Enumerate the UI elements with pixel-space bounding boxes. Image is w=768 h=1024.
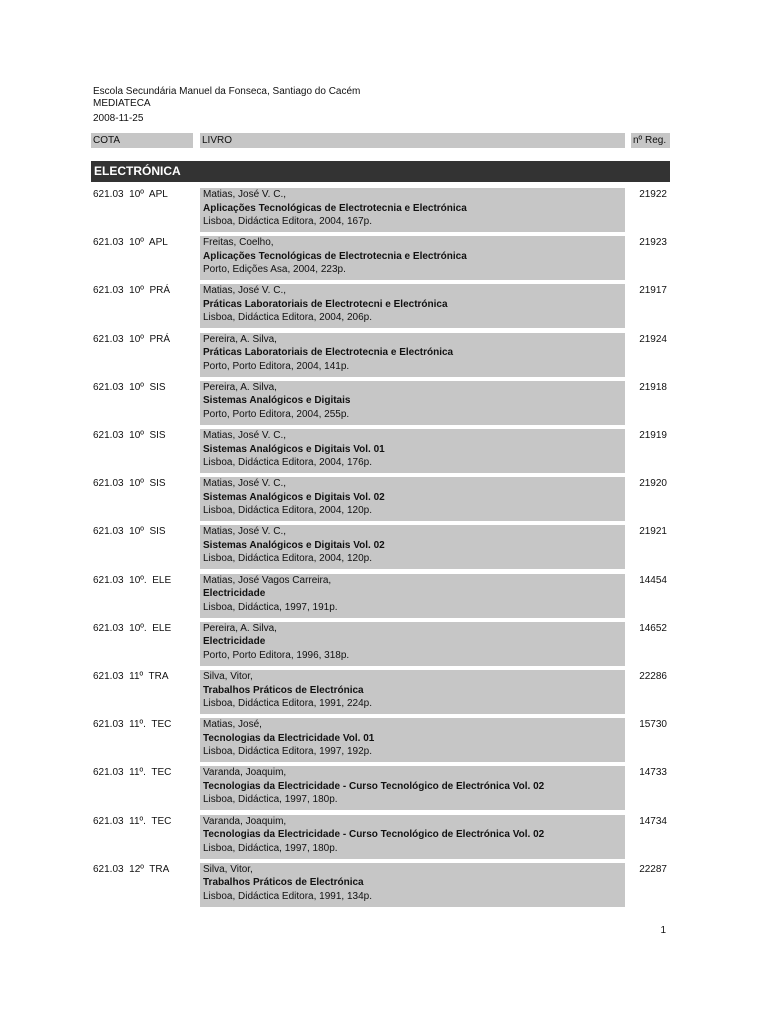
entry-book	[200, 718, 625, 762]
entry-book	[200, 815, 625, 859]
entry-cota: 621.03 10º SIS	[93, 381, 166, 393]
entry-reg-number: 21919	[639, 430, 667, 441]
entry-reg-number: 22286	[639, 671, 667, 682]
column-header-reg: nº Reg.	[631, 133, 670, 148]
entry-title: Tecnologias da Electricidade - Curso Tecnológico de Electrónica Vol. 02	[203, 780, 545, 792]
entry-cota: 621.03 10º. ELE	[93, 622, 172, 634]
school-name: Escola Secundária Manuel da Fonseca, Santiago do Cacém	[93, 86, 361, 97]
entry-reg-number: 21921	[639, 526, 667, 538]
entry-publication: Porto, Edições Asa, 2004, 223p.	[203, 264, 346, 276]
entry-cota: 621.03 12º TRA	[93, 863, 170, 875]
entry-author: Freitas, Coelho,	[203, 237, 274, 249]
entry-cota: 621.03 10º PRÁ	[93, 333, 171, 345]
catalog-entry	[0, 284, 768, 328]
catalog-entry	[0, 429, 768, 473]
entry-book	[200, 622, 625, 666]
entry-author: Matias, José V. C.,	[203, 285, 286, 297]
entry-publication: Porto, Porto Editora, 2004, 255p.	[203, 408, 350, 420]
page-number: 1	[660, 925, 666, 936]
entry-publication: Lisboa, Didáctica, 1997, 180p.	[203, 794, 338, 806]
entry-cota: 621.03 10º SIS	[93, 526, 166, 538]
entry-reg-number: 21920	[639, 478, 667, 490]
entry-reg-number: 22287	[639, 863, 667, 875]
entry-book	[200, 670, 625, 714]
catalog-entry	[0, 188, 768, 232]
report-date: 2008-11-25	[93, 113, 144, 124]
entry-publication: Lisboa, Didáctica, 1997, 180p.	[203, 842, 338, 854]
entry-publication: Lisboa, Didáctica Editora, 2004, 176p.	[203, 457, 372, 468]
catalog-entry	[0, 815, 768, 859]
entry-reg-number: 21917	[639, 285, 667, 297]
entry-cota: 621.03 11º. TEC	[93, 815, 172, 827]
entry-author: Matias, José V. C.,	[203, 526, 286, 538]
entry-reg-number: 21924	[639, 333, 667, 345]
entry-book	[200, 333, 625, 377]
catalog-entry	[0, 670, 768, 714]
entry-publication: Porto, Porto Editora, 2004, 141p.	[203, 360, 350, 372]
entry-cota: 621.03 11º. TEC	[93, 719, 172, 731]
entry-cota: 621.03 11º. TEC	[93, 767, 172, 779]
entry-cota: 621.03 11º TRA	[93, 671, 169, 682]
entry-title: Tecnologias da Electricidade Vol. 01	[203, 732, 375, 744]
entry-title: Aplicações Tecnológicas de Electrotecnia e Electrónica	[203, 202, 467, 214]
entry-author: Pereira, A. Silva,	[203, 381, 277, 393]
catalog-entry	[0, 525, 768, 569]
entry-book	[200, 766, 625, 810]
catalog-entry	[0, 333, 768, 377]
catalog-entry	[0, 381, 768, 425]
entry-title: Aplicações Tecnológicas de Electrotecnia e Electrónica	[203, 250, 467, 262]
entry-book	[200, 188, 625, 232]
catalog-entry	[0, 766, 768, 810]
entry-title: Electricidade	[203, 588, 266, 600]
entry-book	[200, 284, 625, 328]
entry-author: Matias, José V. C.,	[203, 478, 286, 490]
entry-title: Electricidade	[203, 636, 266, 648]
entry-book	[200, 429, 625, 473]
entry-publication: Lisboa, Didáctica Editora, 1991, 224p.	[203, 698, 372, 709]
entry-title: Sistemas Analógicos e Digitais Vol. 02	[203, 491, 385, 503]
entry-author: Silva, Vitor,	[203, 863, 253, 875]
catalog-entry	[0, 863, 768, 907]
entry-author: Pereira, A. Silva,	[203, 333, 277, 345]
catalog-entry	[0, 718, 768, 762]
entry-cota: 621.03 10º APL	[93, 189, 168, 200]
entry-title: Trabalhos Práticos de Electrónica	[203, 877, 364, 889]
department-name: MEDIATECA	[93, 98, 151, 109]
entry-book	[200, 477, 625, 521]
entry-cota: 621.03 10º SIS	[93, 430, 166, 441]
entry-publication: Porto, Porto Editora, 1996, 318p.	[203, 649, 350, 661]
entry-title: Práticas Laboratoriais de Electrotecni e Electrónica	[203, 298, 448, 310]
entry-publication: Lisboa, Didáctica Editora, 2004, 167p.	[203, 216, 372, 227]
entry-author: Varanda, Joaquim,	[203, 767, 287, 779]
entry-title: Sistemas Analógicos e Digitais Vol. 01	[203, 443, 385, 455]
entry-reg-number: 21918	[639, 381, 667, 393]
entry-cota: 621.03 10º. ELE	[93, 574, 172, 586]
entry-publication: Lisboa, Didáctica Editora, 1997, 192p.	[203, 746, 372, 758]
entry-reg-number: 14454	[639, 574, 667, 586]
entry-publication: Lisboa, Didáctica Editora, 2004, 120p.	[203, 553, 372, 565]
entry-reg-number: 14733	[639, 767, 667, 779]
entry-author: Varanda, Joaquim,	[203, 815, 287, 827]
entry-author: Matias, José,	[203, 719, 262, 731]
entry-title: Práticas Laboratoriais de Electrotecnia e Electrónica	[203, 347, 454, 359]
section-heading: ELECTRÓNICA	[91, 161, 670, 182]
entry-title: Sistemas Analógicos e Digitais	[203, 395, 351, 407]
entry-cota: 621.03 10º APL	[93, 237, 168, 249]
entry-publication: Lisboa, Didáctica Editora, 1991, 134p.	[203, 890, 372, 902]
catalog-entry	[0, 477, 768, 521]
entry-reg-number: 14734	[639, 815, 667, 827]
entry-publication: Lisboa, Didáctica Editora, 2004, 120p.	[203, 505, 372, 517]
entry-reg-number: 21923	[639, 237, 667, 249]
entry-book	[200, 236, 625, 280]
entry-author: Matias, José V. C.,	[203, 430, 286, 441]
entry-title: Tecnologias da Electricidade - Curso Tecnológico de Electrónica Vol. 02	[203, 829, 545, 841]
entry-reg-number: 15730	[639, 719, 667, 731]
entry-author: Matias, José Vagos Carreira,	[203, 574, 332, 586]
entry-title: Sistemas Analógicos e Digitais Vol. 02	[203, 539, 385, 551]
entry-title: Trabalhos Práticos de Electrónica	[203, 684, 364, 696]
entry-reg-number: 14652	[639, 622, 667, 634]
entry-book	[200, 574, 625, 618]
catalog-entry	[0, 622, 768, 666]
entry-book	[200, 525, 625, 569]
entry-author: Silva, Vitor,	[203, 671, 253, 682]
entry-book	[200, 381, 625, 425]
column-header-livro: LIVRO	[200, 133, 625, 148]
entry-reg-number: 21922	[639, 189, 667, 200]
entry-author: Matias, José V. C.,	[203, 189, 286, 200]
entry-publication: Lisboa, Didáctica, 1997, 191p.	[203, 601, 338, 613]
entry-cota: 621.03 10º PRÁ	[93, 285, 171, 297]
entry-cota: 621.03 10º SIS	[93, 478, 166, 490]
column-header-cota: COTA	[91, 133, 193, 148]
catalog-entry	[0, 574, 768, 618]
catalog-entry	[0, 236, 768, 280]
entry-author: Pereira, A. Silva,	[203, 622, 277, 634]
entry-publication: Lisboa, Didáctica Editora, 2004, 206p.	[203, 312, 372, 324]
entry-book	[200, 863, 625, 907]
